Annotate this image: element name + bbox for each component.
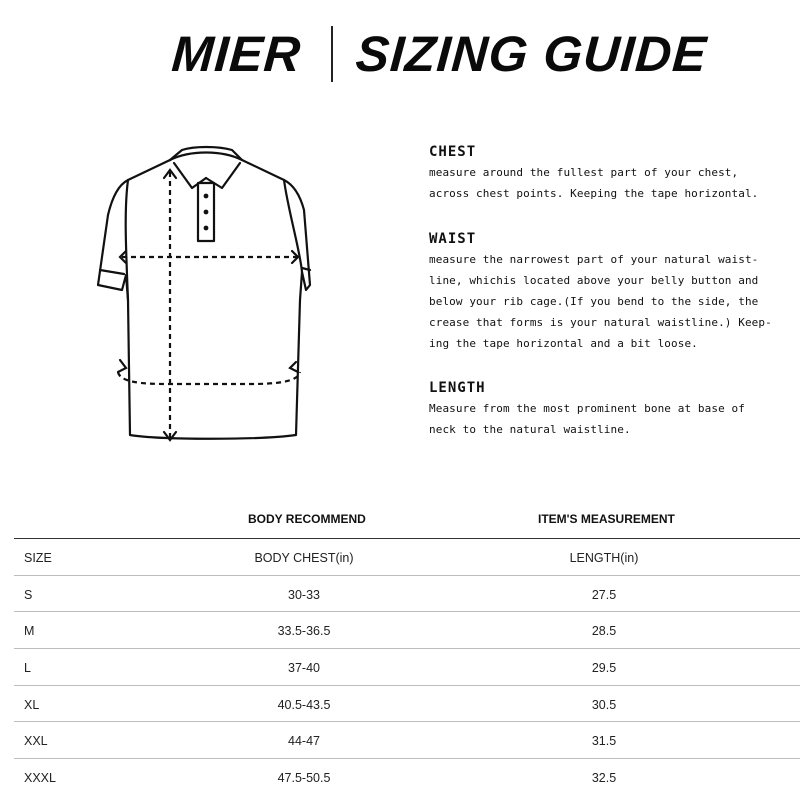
cell-size: M	[24, 624, 35, 639]
page-title: SIZING GUIDE	[354, 26, 709, 82]
cell-size: L	[24, 661, 31, 676]
brand-logo: MIER	[170, 26, 303, 82]
table-row	[14, 721, 800, 758]
item-measurement-header: ITEM'S MEASUREMENT	[538, 512, 675, 526]
cell-length: 30.5	[591, 697, 617, 712]
polo-shirt-measurement-icon	[86, 136, 334, 448]
table-row	[14, 575, 800, 612]
cell-body-chest: 30-33	[288, 587, 320, 602]
cell-length: 28.5	[591, 624, 617, 639]
cell-body-chest: 37-40	[288, 661, 320, 676]
length-text: Measure from the most prominent bone at base of neck to the natural waistline.	[429, 402, 745, 436]
table-header-row	[14, 538, 800, 575]
waist-text: measure the narrowest part of your natural waist- line, whichis located above your belly button and below your rib cage.(If you bend to the side, the crease that forms is your natural waistline.) Keep- ing the tape horizontal and a bit loose.	[429, 253, 772, 350]
table-row	[14, 685, 800, 722]
cell-body-chest: 33.5-36.5	[277, 624, 331, 639]
chest-text: measure around the fullest part of your chest, across chest points. Keeping the tape horizontal.	[429, 166, 759, 200]
cell-length: 27.5	[591, 587, 617, 602]
cell-length: 31.5	[591, 734, 617, 749]
header-size: SIZE	[24, 551, 52, 565]
cell-body-chest: 44-47	[288, 734, 320, 749]
cell-length: 32.5	[591, 771, 617, 786]
cell-size: XL	[24, 697, 40, 712]
chest-heading: CHEST	[429, 144, 477, 160]
cell-body-chest: 47.5-50.5	[277, 771, 331, 786]
length-heading: LENGTH	[429, 380, 486, 396]
header-length: LENGTH(in)	[569, 551, 639, 565]
cell-size: XXL	[24, 734, 48, 749]
cell-length: 29.5	[591, 661, 617, 676]
waist-description	[429, 229, 789, 354]
body-recommend-header: BODY RECOMMEND	[248, 512, 366, 526]
cell-size: XXXL	[24, 771, 56, 786]
page-header	[0, 18, 800, 88]
length-description	[429, 378, 789, 440]
size-table	[14, 538, 800, 795]
table-row	[14, 758, 800, 795]
header-body-chest: BODY CHEST(in)	[254, 551, 354, 565]
table-row	[14, 648, 800, 685]
waist-heading: WAIST	[429, 231, 477, 247]
chest-description	[429, 142, 789, 204]
cell-body-chest: 40.5-43.5	[277, 697, 331, 712]
header-divider	[331, 26, 333, 82]
cell-size: S	[24, 587, 33, 602]
table-row	[14, 611, 800, 648]
